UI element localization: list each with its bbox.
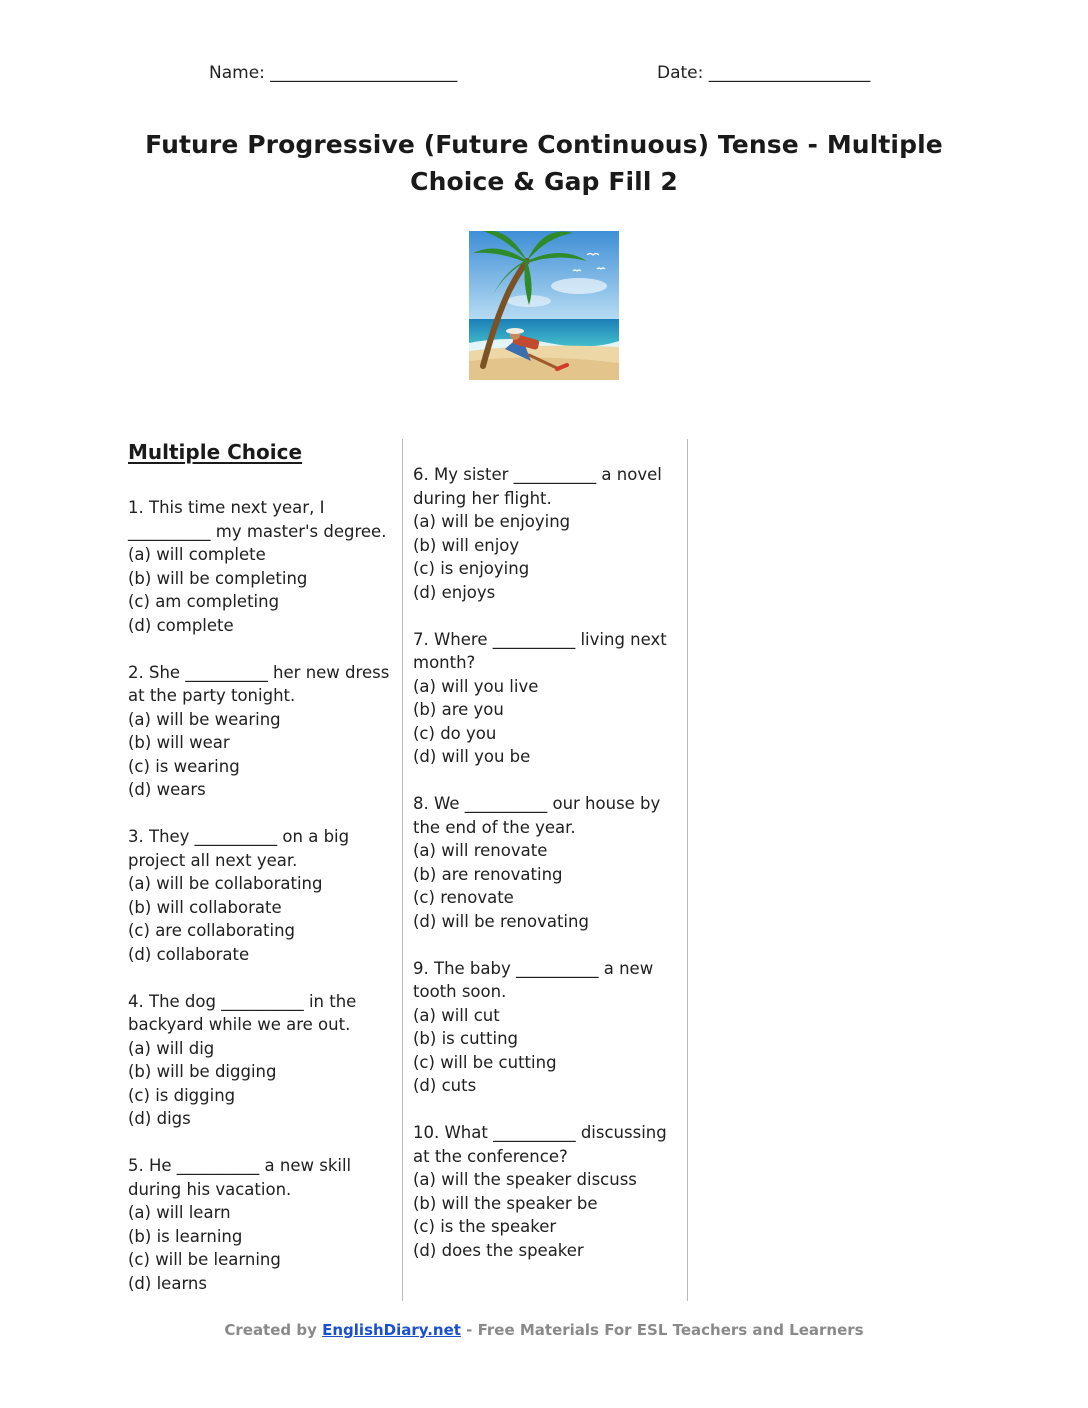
question-5 — [128, 1154, 393, 1295]
palm-tree-beach-illustration — [469, 231, 619, 380]
question-stem: 5. He __________ a new skill during his vacation. — [128, 1156, 352, 1199]
questions-column-left — [128, 496, 393, 1319]
question-stem: 8. We __________ our house by the end of the year. — [413, 794, 661, 837]
option-a[interactable]: (a) will renovate — [413, 841, 548, 860]
option-b[interactable]: (b) will collaborate — [128, 897, 282, 917]
column-divider-right — [687, 439, 688, 1301]
option-b[interactable]: (b) will be digging — [128, 1062, 277, 1081]
option-d[interactable]: (d) collaborate — [128, 944, 250, 964]
option-a[interactable]: (a) will complete — [128, 545, 266, 564]
question-stem: 7. Where __________ living next month? — [413, 629, 667, 672]
option-c[interactable]: (c) will be cutting — [413, 1052, 557, 1072]
option-a[interactable]: (a) will dig — [128, 1038, 215, 1058]
option-a[interactable]: (a) will cut — [413, 1005, 500, 1025]
option-a[interactable]: (a) will be enjoying — [413, 512, 571, 531]
name-field[interactable] — [209, 63, 457, 83]
question-7 — [413, 628, 675, 769]
question-stem: 1. This time next year, I __________ my master's degree. — [128, 498, 387, 541]
option-b[interactable]: (b) will the speaker be — [413, 1193, 598, 1213]
question-2 — [128, 661, 393, 802]
option-a[interactable]: (a) will the speaker discuss — [413, 1170, 637, 1189]
option-d[interactable]: (d) cuts — [413, 1076, 477, 1095]
section-title: Multiple Choice — [128, 440, 303, 464]
option-b[interactable]: (b) are renovating — [413, 864, 563, 884]
question-stem: 2. She __________ her new dress at the party tonight. — [128, 662, 390, 705]
question-1 — [128, 496, 393, 637]
footer-suffix: - Free Materials For ESL Teachers and Learners — [466, 1321, 864, 1339]
question-6 — [413, 463, 675, 604]
option-b[interactable]: (b) is learning — [128, 1226, 243, 1246]
footer — [0, 1321, 1088, 1339]
option-d[interactable]: (d) enjoys — [413, 582, 496, 602]
option-c[interactable]: (c) is wearing — [128, 756, 240, 776]
option-c[interactable]: (c) am completing — [128, 592, 280, 611]
option-a[interactable]: (a) will learn — [128, 1203, 231, 1222]
question-3 — [128, 825, 393, 966]
question-stem: 4. The dog __________ in the backyard while we are out. — [128, 991, 357, 1034]
option-c[interactable]: (c) is the speaker — [413, 1217, 557, 1236]
questions-column-right — [413, 463, 675, 1286]
option-c[interactable]: (c) is digging — [128, 1085, 236, 1105]
option-a[interactable]: (a) will you live — [413, 676, 539, 696]
question-8 — [413, 792, 675, 933]
name-blank[interactable]: ______________________ — [270, 63, 458, 83]
option-c[interactable]: (c) will be learning — [128, 1250, 281, 1269]
option-d[interactable]: (d) will you be — [413, 747, 531, 766]
worksheet-title: Future Progressive (Future Continuous) Tense - Multiple Choice & Gap Fill 2 — [145, 130, 943, 196]
date-blank[interactable]: ___________________ — [708, 63, 871, 83]
question-stem: 3. They __________ on a big project all next year. — [128, 827, 350, 870]
option-b[interactable]: (b) will enjoy — [413, 535, 520, 555]
option-d[interactable]: (d) digs — [128, 1109, 191, 1128]
option-c[interactable]: (c) do you — [413, 723, 497, 743]
option-b[interactable]: (b) will wear — [128, 733, 230, 752]
option-a[interactable]: (a) will be collaborating — [128, 874, 323, 893]
question-10 — [413, 1121, 675, 1262]
name-label: Name: — [209, 63, 265, 83]
option-d[interactable]: (d) learns — [128, 1273, 207, 1293]
englishdiary-link[interactable]: EnglishDiary.net — [322, 1321, 461, 1339]
date-field[interactable] — [657, 63, 870, 83]
option-b[interactable]: (b) is cutting — [413, 1029, 519, 1048]
date-label: Date: — [657, 63, 704, 83]
question-stem: 9. The baby __________ a new tooth soon. — [413, 958, 654, 1001]
option-c[interactable]: (c) is enjoying — [413, 559, 530, 578]
question-stem: 10. What __________ discussing at the conference? — [413, 1123, 667, 1166]
question-4 — [128, 990, 393, 1131]
option-b[interactable]: (b) will be completing — [128, 568, 308, 588]
option-d[interactable]: (d) does the speaker — [413, 1240, 584, 1260]
option-d[interactable]: (d) wears — [128, 780, 206, 799]
footer-prefix: Created by — [224, 1321, 317, 1339]
option-c[interactable]: (c) renovate — [413, 888, 514, 907]
option-b[interactable]: (b) are you — [413, 700, 504, 719]
option-c[interactable]: (c) are collaborating — [128, 921, 296, 940]
option-a[interactable]: (a) will be wearing — [128, 709, 281, 729]
column-divider-left — [402, 439, 403, 1301]
option-d[interactable]: (d) will be renovating — [413, 911, 589, 931]
option-d[interactable]: (d) complete — [128, 615, 234, 635]
question-stem: 6. My sister __________ a novel during her flight. — [413, 465, 662, 508]
question-9 — [413, 957, 675, 1098]
